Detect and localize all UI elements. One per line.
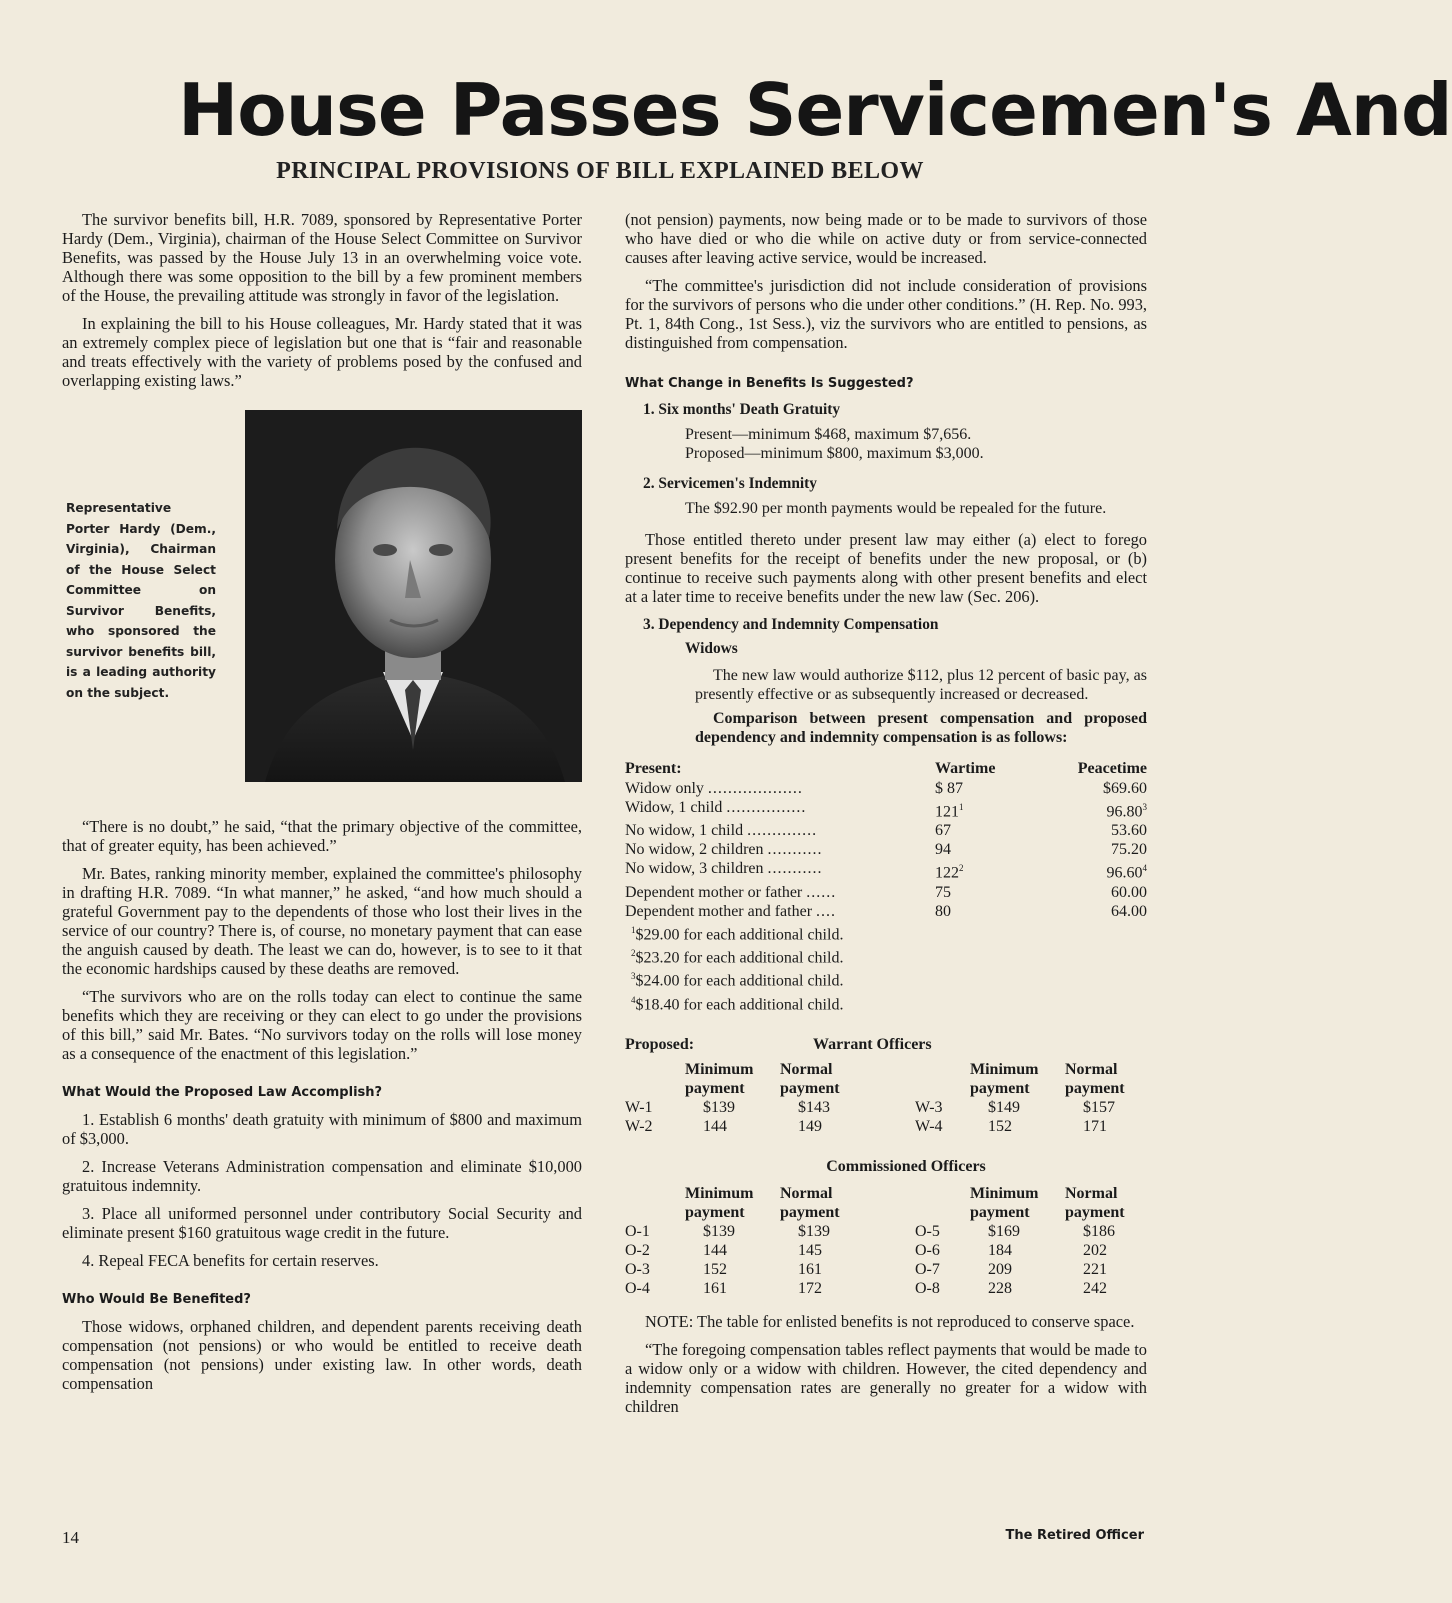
payment-cell: 172 (798, 1279, 822, 1297)
section-heading: What Would the Proposed Law Accomplish? (62, 1085, 383, 1100)
footnote: $^4$\$18.40 for each additional child. (631, 994, 844, 1013)
grade-cell: W-1 (625, 1098, 653, 1116)
list-item: 3. Place all uniformed personnel under contributory Social Security and eliminate present $160 gratuitous wage credit in the future. (62, 1204, 582, 1242)
item-heading: 3. Dependency and Indemnity Compensation (643, 616, 939, 633)
table-row (625, 1260, 1147, 1279)
indented-paragraph: The new law would authorize $112, plus 12 percent of basic pay, as presently effective or as subsequently increased or decreased. (695, 667, 1147, 703)
paragraph: “The foregoing compensation tables reflect payments that would be made to a widow only or a widow with children. However, the cited dependency and indemnity compensation rates are generally no greater for a widow with children (625, 1339, 1147, 1416)
payment-cell: $186 (1083, 1222, 1115, 1240)
table-header: Minimum payment (970, 1184, 1039, 1221)
payment-cell: 149 (798, 1117, 822, 1135)
peacetime-cell: 64.00 (1111, 902, 1147, 920)
footnote: $^3$\$24.00 for each additional child. (631, 971, 844, 990)
paragraph: Mr. Bates, ranking minority member, explained the committee's philosophy in drafting H.R. 7089. “In what manner,” he asked, “and how much should a grateful Government pay to the dependents of those who lost their lives in the service of our country? There is, of course, no monetary payment that can ease the anguish caused by death. The least we can do, however, is to see to it that the economic hardships caused by these deaths are removed. (62, 864, 582, 978)
row-label: Dependent mother or father ...... (625, 883, 837, 901)
paragraph: “There is no doubt,” he said, “that the primary objective of the committee, that of greater equity, has been achieved.” (62, 817, 582, 855)
table-header-row (625, 759, 1147, 779)
wartime-cell: 67 (935, 822, 951, 840)
table-row (625, 840, 1147, 859)
payment-cell: 242 (1083, 1279, 1107, 1297)
table-row (625, 1098, 1147, 1117)
footnote: $^2$\$23.20 for each additional child. (631, 947, 844, 967)
payment-cell: 144 (703, 1241, 727, 1259)
proposed-heading (625, 1036, 1147, 1054)
payment-cell: 228 (988, 1279, 1012, 1297)
section-heading: Who Would Be Benefited? (62, 1292, 251, 1307)
table-row (625, 821, 1147, 840)
grade-cell: O-3 (625, 1260, 650, 1278)
peacetime-cell: 75.20 (1111, 841, 1147, 859)
row-label: Widow only ................... (625, 780, 803, 797)
right-column (625, 210, 1147, 1425)
table-row (625, 859, 1147, 882)
table-row (625, 883, 1147, 902)
wartime-cell: 80 (935, 902, 951, 920)
list-item: 1. Establish 6 months' death gratuity with minimum of $800 and maximum of $3,000. (62, 1110, 582, 1148)
paragraph: The survivor benefits bill, H.R. 7089, sponsored by Representative Porter Hardy (Dem., Virginia), chairman of the House Select Committee on Survivor Benefits, was passed by the House July 13 in an overwhelming voice vote. Although there was some opposition to the bill by a few prominent members of the House, the prevailing attitude was strongly in favor of the legislation. (62, 210, 582, 305)
section-heading: What Change in Benefits Is Suggested? (625, 376, 914, 391)
wartime-cell: $122^2$ (935, 863, 964, 882)
table-row (625, 779, 1147, 798)
payment-cell: 202 (1083, 1241, 1107, 1259)
table-header: Normal payment (1065, 1060, 1125, 1097)
payment-cell: 152 (703, 1260, 727, 1278)
footnotes (625, 921, 1147, 1014)
payment-cell: 145 (798, 1241, 822, 1259)
paragraph: Those widows, orphaned children, and dependent parents receiving death compensation (not pensions) or who would be entitled to receive death compensation (not pensions) under existing law. In other words, death compensation (62, 1317, 582, 1393)
payment-cell: $157 (1083, 1098, 1115, 1116)
payment-cell: 152 (988, 1117, 1012, 1135)
wartime-cell: $121^1$ (935, 802, 964, 821)
table-header: Wartime (935, 760, 996, 777)
warrant-officers-table (625, 1060, 1147, 1136)
indented-line: Present—minimum $468, maximum $7,656. (685, 426, 972, 443)
table-row (625, 1117, 1147, 1136)
paragraph: In explaining the bill to his House colleagues, Mr. Hardy stated that it was an extremely complex piece of legislation but one that is “fair and reasonable and treats effectively with the variety of problems posed by the confused and overlapping existing laws.” (62, 314, 582, 390)
payment-cell: 144 (703, 1117, 727, 1135)
paragraph: (not pension) payments, now being made or to be made to survivors of those who have died or who die while on active duty or from service-connected causes after leaving active service, would be increased. (625, 210, 1147, 267)
page-number: 14 (62, 1528, 79, 1547)
table-title: Warrant Officers (813, 1035, 932, 1053)
item-heading: 2. Servicemen's Indemnity (643, 475, 817, 492)
table-row (625, 1241, 1147, 1260)
grade-cell: W-4 (915, 1117, 943, 1135)
grade-cell: O-7 (915, 1260, 940, 1278)
table-body (625, 779, 1147, 921)
payment-cell: 171 (1083, 1117, 1107, 1135)
row-label: No widow, 3 children ........... (625, 860, 823, 878)
table-row (625, 798, 1147, 821)
row-label: No widow, 2 children ........... (625, 841, 823, 859)
table-title: Commissioned Officers (826, 1157, 986, 1175)
grade-cell: W-2 (625, 1117, 653, 1135)
payment-cell: $149 (988, 1098, 1020, 1116)
table-header: Minimum payment (685, 1184, 754, 1221)
left-column (62, 210, 582, 1402)
table-header: Minimum payment (970, 1060, 1039, 1097)
payment-cell: $139 (798, 1222, 830, 1240)
photo-block (62, 410, 582, 805)
payment-cell: 221 (1083, 1260, 1107, 1278)
payment-cell: 161 (798, 1260, 822, 1278)
peacetime-cell: $69.60 (1103, 780, 1147, 797)
table-row (625, 1222, 1147, 1241)
row-label: No widow, 1 child .............. (625, 822, 818, 840)
footnote: $^1$\$29.00 for each additional child. (631, 924, 844, 943)
portrait-photo (245, 410, 582, 782)
table-header: Normal payment (780, 1060, 840, 1097)
subheadline: PRINCIPAL PROVISIONS OF BILL EXPLAINED BELOW (276, 158, 924, 184)
table-header: Peacetime (1077, 760, 1147, 777)
grade-cell: O-8 (915, 1279, 940, 1297)
wartime-cell: $ 87 (935, 780, 963, 797)
note: NOTE: The table for enlisted benefits is not reproduced to conserve space. (645, 1311, 1135, 1331)
peacetime-cell: 53.60 (1111, 822, 1147, 840)
peacetime-cell: 96.60$^4$ (1106, 863, 1147, 882)
paragraph: Those entitled thereto under present law may either (a) elect to forego present benefits for the receipt of benefits under the new proposal, or (b) continue to receive such payments along with other present benefits and elect at a later time to receive benefits under the new law (Sec. 206). (625, 530, 1147, 606)
table-body (625, 1098, 1147, 1136)
proposed-label: Proposed: (625, 1035, 695, 1053)
payment-cell: $139 (703, 1222, 735, 1240)
payment-cell: 209 (988, 1260, 1012, 1278)
indented-paragraph: The $92.90 per month payments would be repealed for the future. (685, 500, 1107, 517)
wartime-cell: 94 (935, 841, 951, 859)
indented-line: Proposed—minimum $800, maximum $3,000. (685, 445, 984, 462)
portrait-illustration (245, 410, 582, 782)
grade-cell: O-5 (915, 1222, 940, 1240)
wartime-cell: 75 (935, 883, 951, 901)
table-header: Normal payment (1065, 1184, 1125, 1221)
table-body (625, 1222, 1147, 1298)
row-label: Widow, 1 child ................ (625, 799, 807, 816)
paragraph: “The survivors who are on the rolls today can elect to continue the same benefits which they are receiving or they can elect to go under the provisions of this bill,” said Mr. Bates. “No survivors today on the rolls will lose money as a consequence of the enactment of this legislation.” (62, 987, 582, 1063)
list-item: 4. Repeal FECA benefits for certain reserves. (82, 1251, 379, 1270)
table-row (625, 1279, 1147, 1298)
table-header: Minimum payment (685, 1060, 754, 1097)
item-heading: 1. Six months' Death Gratuity (643, 401, 841, 418)
headline: House Passes Servicemen's And (178, 68, 1452, 152)
paragraph: “The committee's jurisdiction did not include consideration of provisions for the survivors of persons who die under other conditions.” (H. Rep. No. 993, Pt. 1, 84th Cong., 1st Sess.), viz the survivors who are entitled to pensions, as distinguished from compensation. (625, 276, 1147, 352)
row-label: Dependent mother and father .... (625, 902, 837, 920)
photo-caption: Representative Porter Hardy (Dem., Virginia), Chairman of the House Select Committee on Survivor Benefits, who sponsored the survivor benefits bill, is a leading authority on the subject. (66, 501, 216, 700)
subheading-widows: Widows (685, 640, 738, 657)
table-header-row (625, 1184, 1147, 1222)
grade-cell: O-6 (915, 1241, 940, 1259)
table-header: Present: (625, 760, 682, 777)
payment-cell: 184 (988, 1241, 1012, 1259)
grade-cell: W-3 (915, 1098, 943, 1116)
commissioned-officers-table (625, 1184, 1147, 1298)
list-item: 2. Increase Veterans Administration compensation and eliminate $10,000 gratuitous indemnity. (62, 1157, 582, 1195)
payment-cell: 161 (703, 1279, 727, 1297)
publication-name: The Retired Officer (1005, 1528, 1144, 1543)
peacetime-cell: 96.80$^3$ (1106, 802, 1147, 821)
table-header: Normal payment (780, 1184, 840, 1221)
payment-cell: $169 (988, 1222, 1020, 1240)
indented-paragraph: Comparison between present compensation and proposed dependency and indemnity compensation is as follows: (695, 710, 1147, 746)
payment-cell: $139 (703, 1098, 735, 1116)
grade-cell: O-2 (625, 1241, 650, 1259)
grade-cell: O-1 (625, 1222, 650, 1240)
peacetime-cell: 60.00 (1111, 883, 1147, 901)
table-header-row (625, 1060, 1147, 1098)
grade-cell: O-4 (625, 1279, 650, 1297)
table-row (625, 902, 1147, 921)
payment-cell: $143 (798, 1098, 830, 1116)
present-compensation-table (625, 759, 1147, 921)
